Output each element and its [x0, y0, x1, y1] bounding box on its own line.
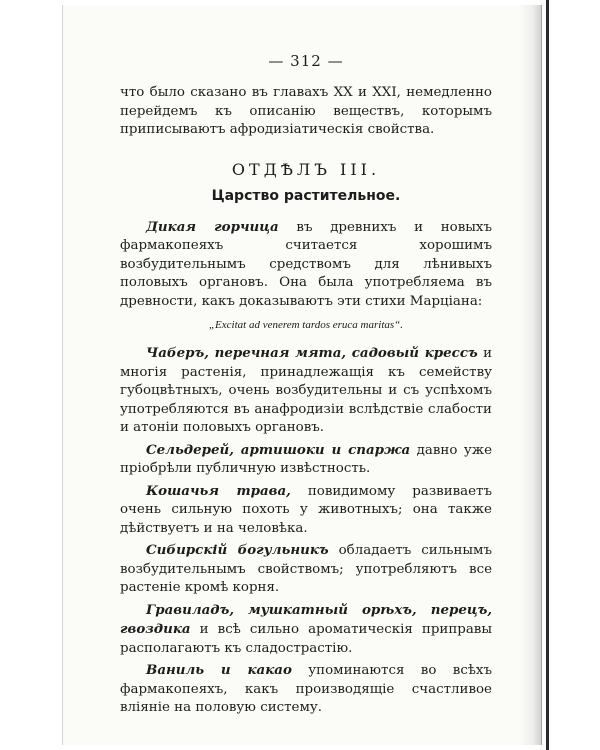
page-number: — 312 —	[268, 52, 344, 70]
intro-paragraph: что было сказано въ главахъ XX и XXI, немедленно перейдемъ къ описанію веществъ, которымъ приписываютъ афродизіатическія свойства.	[120, 85, 492, 137]
page-text-block	[120, 52, 492, 718]
term-savory: Чаберъ, перечная мята, садовый крессъ	[146, 345, 478, 361]
page-fold-shadow	[520, 5, 542, 745]
paragraph-savory	[120, 344, 492, 438]
paragraph-vanilla	[120, 661, 492, 718]
paragraph-text: и многія растенія, принадлежащія къ семейству губоцвѣтныхъ, очень возбудительны и съ успѣхомъ употребляются въ анафродизіи вслѣдствіе слабости и атоніи половыхъ органовъ.	[120, 346, 492, 435]
section-subtitle: Царство растительное.	[211, 187, 401, 204]
paragraph-ledum	[120, 541, 492, 598]
term-vanilla: Ваниль и какао	[146, 662, 292, 678]
page-edge-line	[546, 0, 549, 750]
paragraph-text: обладаетъ сильнымъ возбудительнымъ свойствомъ; употребляютъ все растеніе кромѣ корня.	[120, 543, 492, 595]
paragraph-text: повидимому развиваетъ очень сильную похоть у животныхъ; она также дѣйствуетъ и на человѣка.	[120, 483, 492, 536]
section-title: ОТДѢЛЪ III.	[231, 159, 381, 179]
paragraph-text: и всѣ сильно ароматическія приправы располагаютъ къ сладострастію.	[120, 622, 492, 656]
latin-quote: „Excitat ad venerem tardos eruca maritas“.	[208, 319, 404, 331]
term-spices: Гравиладъ, мушкатный орѣхъ, перецъ, гвоздика	[120, 601, 492, 637]
paragraph-wild-mustard	[120, 218, 492, 312]
paragraph-spices	[120, 601, 492, 659]
paragraph-text: въ древнихъ и новыхъ фармакопеяхъ считается хорошимъ возбудительнымъ средствомъ для лѣнивыхъ половыхъ органовъ. Она была употребляема въ древности, какъ доказываютъ эти стихи Марціана:	[120, 219, 492, 309]
term-catnip: Кошачья трава,	[146, 482, 291, 499]
paragraph-text: упоминаются во всѣхъ фармакопеяхъ, какъ производящіе счастливое вліяніе на половую систему.	[120, 663, 492, 715]
paragraph-catnip	[120, 482, 492, 539]
paragraph-celery	[120, 441, 492, 479]
paragraph-text: давно уже пріобрѣли публичную извѣстность.	[120, 442, 493, 476]
term-wild-mustard: Дикая горчица	[146, 218, 279, 235]
term-ledum: Сибирскій богульникъ	[146, 542, 329, 558]
term-celery: Сельдерей, артишоки и спаржа	[146, 441, 411, 458]
